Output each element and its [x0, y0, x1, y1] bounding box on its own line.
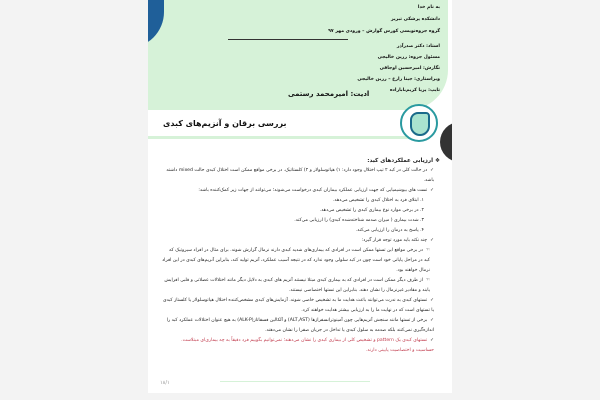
- content-body: [162, 156, 442, 356]
- check-icon: ✓: [430, 188, 434, 193]
- item-text: تستهای کبدی به ندرت می‌توانند باعث هدایت ما به تشخیص خاصی شوند. آزمایش‌های کبدی مشخص‌کننده اختلال هپاتوسلولار یا کلستاز کبدی یا تستهای است که در نهایت ما را به ارزیابی بیشتر هدایت خواهند کرد.: [163, 298, 434, 313]
- check-icon: ✓: [430, 318, 434, 323]
- section-heading: [162, 156, 440, 166]
- check-icon: ✓: [430, 168, 434, 173]
- title-underline: [148, 136, 420, 139]
- hand-icon: ☜: [425, 278, 430, 283]
- header-line: استاد: دکتر صدرآذر: [396, 44, 440, 49]
- note-text: از طرف دیگر ممکن است در افرادی که به بیماری کبدی مبتلا نیستند آنزیم های کبدی به دلایل دیگر مانند اختلالات عضلانی و قلبی افزایش یابند و مقادیر غیرنرمال را نشان دهند. بنابراین این تستها اختصاصی نیستند.: [164, 278, 430, 293]
- footer-divider: [220, 381, 370, 382]
- item-text: تست های بیوشیمیایی که جهت ارزیابی عملکرد بیماران کبدی درخواست می‌شوند؛ می‌توانند از جهات زیر کمک‌کننده باشد:: [198, 188, 428, 193]
- highlight-text: تستهای کبدی یک pattern و تشخیص کلی از بیماری کبدی را نشان می‌دهند؛ نمی‌توانیم بگوییم فرد دقیقاً به چه بیماری‌ای مبتلاست. حساسیت و اختصاصیت پایینی دارند.: [181, 338, 434, 353]
- list-item: [162, 296, 434, 316]
- list-item: [162, 316, 434, 336]
- note-item: [162, 276, 430, 296]
- item-text: چند نکته باید مورد توجه قرار گیرد:: [361, 238, 428, 243]
- header-line: به نام خدا: [417, 5, 440, 10]
- list-item: [162, 186, 434, 196]
- list-item: [162, 236, 434, 246]
- edit-credit: ادیت: امیرمحمد رستمی: [288, 90, 370, 98]
- bullet-icon: ❖: [434, 158, 440, 164]
- note-item: [162, 246, 430, 276]
- stomach-logo-icon: [400, 104, 438, 142]
- page-title: بررسی برقان و آنزیم‌های کبدی: [163, 119, 287, 128]
- numbered-item: ۱. ابتلای فرد به اختلال کبدی را تشخیص می‌دهد.: [332, 198, 424, 203]
- item-text: در حالت کلی در کبد ۲ تیپ اختلال وجود دارد: ۱) هپاتوسلولار و ۲) کلستاتیک. در برخی مواقع ممکن است اختلال کبدی حالت mixed داشته باشد.: [166, 168, 434, 183]
- numbered-item: ۴. پاسخ به درمان را ارزیابی می‌کند.: [355, 228, 424, 233]
- item-text: برخی از تستها مانند سنجش آنزیم‌هایی چون آمینوترانسفرازها (ALT,AST) و آلکالین فسفاتاز(ALK-P) به هیچ عنوان اختلالات عملکرد کبد را اندازه‌گیری نمی‌کنند بلکه صدمه به سلول کبدی یا تداخل در جریان صفرا را نشان می‌دهند.: [166, 318, 434, 333]
- hand-icon: ☜: [425, 248, 430, 253]
- note-text: در برخی مواقع این تستها ممکن است در افرادی که بیماری‌های شدید کبدی دارند نرمال گزارش شوند. برای مثال در افراد سیروتیک که کبد در مراحل پایانی خود است چون در کبد سلولی وجود ندارد که در نتیجه آسیب عملکرد، آنزیم تولید کند، بنابراین آنزیم‌های کبدی در این افراد نرمال خواهند بود.: [162, 248, 430, 273]
- header-line: مسئول جزوه: رزین خالیجی: [377, 55, 440, 60]
- page-number: ۱۸/۱: [160, 380, 170, 386]
- section-heading-text: ارزیابی عملکردهای کبد:: [367, 158, 434, 164]
- header-line: نگارش: امیرحسین اوجاقی: [379, 66, 440, 71]
- list-item: [162, 166, 434, 186]
- check-icon: ✓: [430, 298, 434, 303]
- document-page: [148, 0, 452, 393]
- highlight-item: [162, 336, 434, 356]
- header-divider: [228, 39, 348, 40]
- header-line: تایپ: پریا کریم‌بابازاده: [389, 88, 440, 93]
- numbered-item: ۲. در برخی موارد نوع بیماری کبدی را تشخیص می‌دهد.: [319, 208, 424, 213]
- header-line: گروه جزوه‌نویسی کورس گوارش – ورودی مهر ۹۷: [328, 29, 440, 34]
- numbered-item: ۳. شدت بیماری ( میزان صدمه شناخته‌شده کبدی) را ارزیابی می‌کند.: [294, 218, 424, 223]
- check-icon: ✓: [430, 338, 434, 343]
- header-line: دانشکده پزشکی تبریز: [390, 17, 440, 22]
- header-line: ویراستاری: جینا زارع – رزین خالیجی: [357, 77, 440, 82]
- check-icon: ✓: [430, 238, 434, 243]
